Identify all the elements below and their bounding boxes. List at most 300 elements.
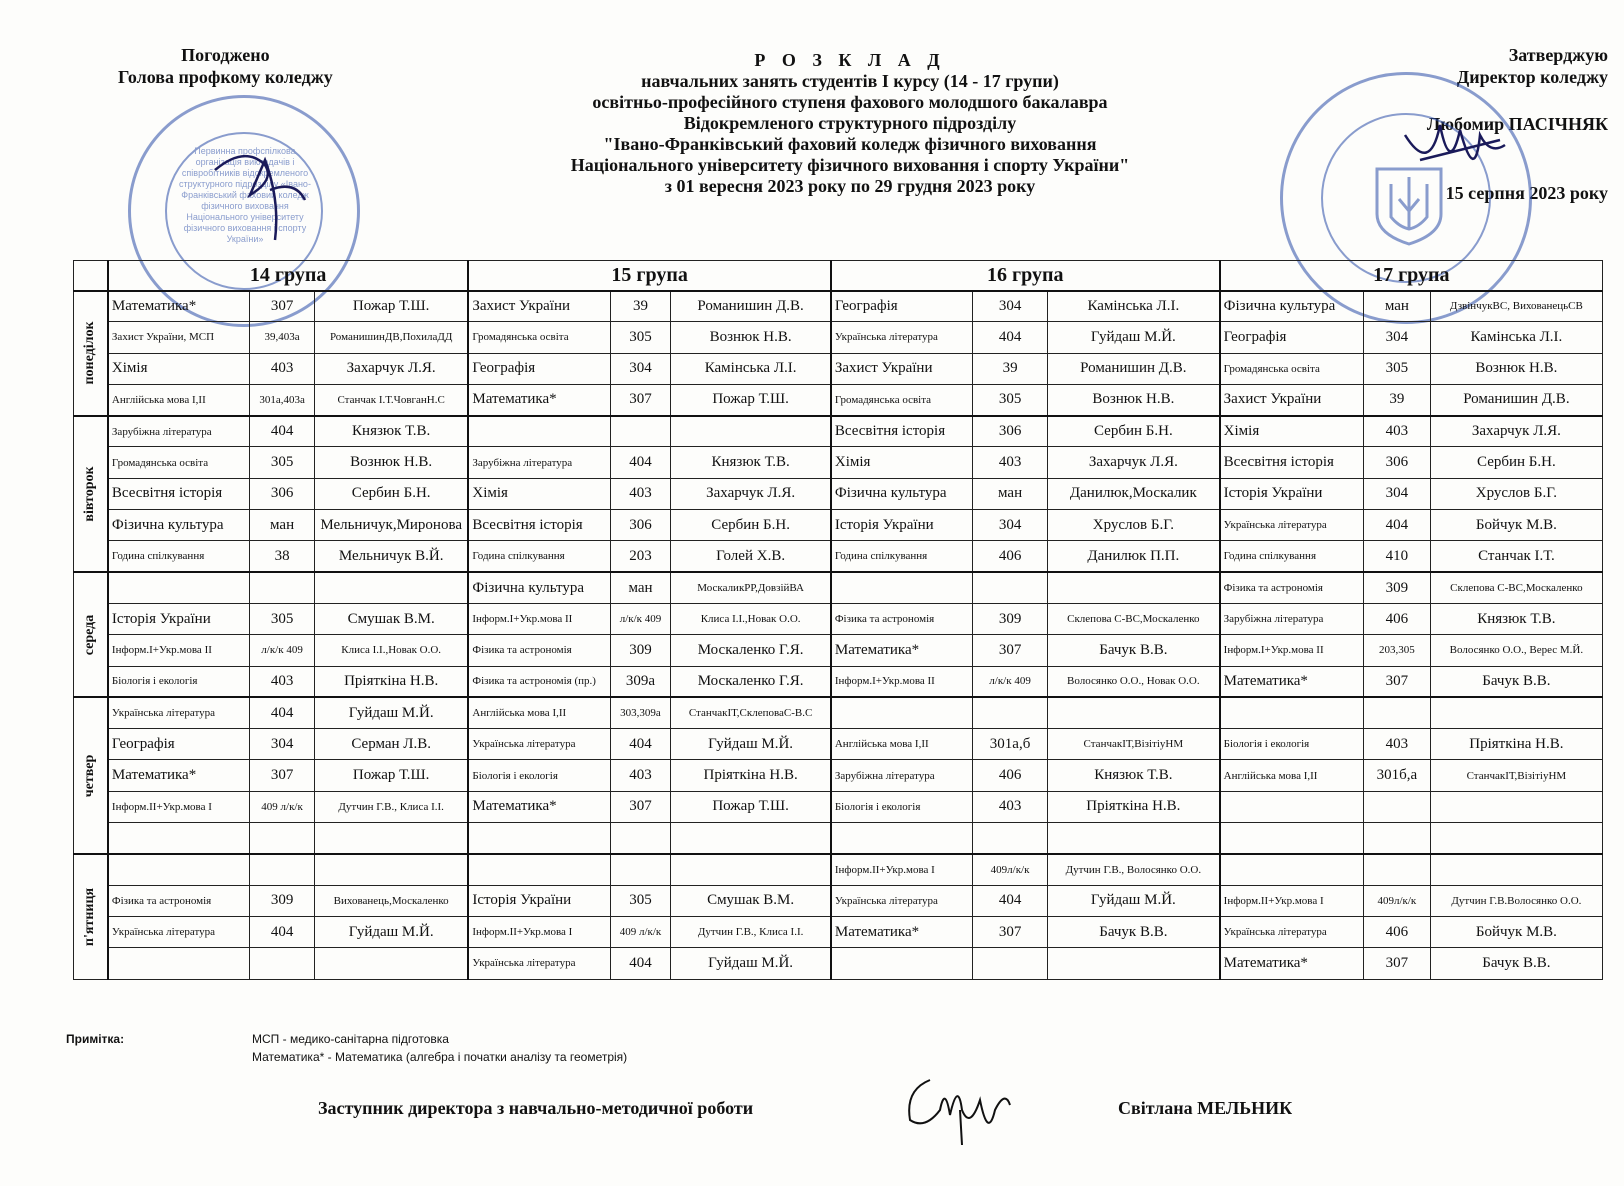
room-cell bbox=[610, 416, 671, 447]
teacher-cell: Клиса І.І.,Новак О.О. bbox=[671, 603, 831, 634]
subtitle-line-1: навчальних занять студентів І курсу (14 - 17 групи) bbox=[641, 71, 1059, 91]
teacher-cell bbox=[314, 948, 468, 979]
teacher-cell: Гуйдаш М.Й. bbox=[671, 729, 831, 760]
group-header: 17 група bbox=[1220, 261, 1603, 291]
teacher-cell: Романишин Д.В. bbox=[1430, 384, 1602, 415]
deputy-position: Заступник директора з навчально-методичної роботи bbox=[318, 1098, 754, 1118]
room-cell: 304 bbox=[250, 729, 315, 760]
schedule-row bbox=[74, 384, 1603, 415]
room-cell: 406 bbox=[1363, 603, 1430, 634]
teacher-cell bbox=[671, 854, 831, 885]
note-line: Математика* - Математика (алгебра і початки аналізу та геометрія) bbox=[252, 1050, 628, 1064]
teacher-cell: Вознюк Н.В. bbox=[314, 447, 468, 478]
subtitle-line-2: освітньо-професійного ступеня фахового молодшого бакалавра bbox=[592, 92, 1108, 112]
subject-cell: Фізична культура bbox=[1220, 291, 1364, 322]
teacher-cell: Станчак І.Т.ЧовганН.С bbox=[314, 384, 468, 415]
approved-label: Погоджено bbox=[181, 45, 270, 65]
schedule-row bbox=[74, 572, 1603, 603]
teacher-cell: Бойчук М.В. bbox=[1430, 916, 1602, 947]
teacher-cell bbox=[1048, 823, 1220, 854]
teacher-cell bbox=[671, 416, 831, 447]
room-cell: 305 bbox=[973, 384, 1048, 415]
schedule-row bbox=[74, 948, 1603, 979]
subject-cell: Математика* bbox=[108, 760, 250, 791]
teacher-cell: Волосянко О.О., Верес М.Й. bbox=[1430, 635, 1602, 666]
subject-cell: Хімія bbox=[468, 478, 610, 509]
subject-cell bbox=[1220, 697, 1364, 728]
room-cell: 406 bbox=[973, 760, 1048, 791]
subject-cell: Фізика та астрономія bbox=[1220, 572, 1364, 603]
room-cell: 309 bbox=[1363, 572, 1430, 603]
subject-cell: Англійська мова І,ІІ bbox=[1220, 760, 1364, 791]
approve-label: Затверджую bbox=[1508, 45, 1608, 65]
subject-cell: Біологія і екологія bbox=[831, 791, 973, 822]
room-cell: 306 bbox=[250, 478, 315, 509]
room-cell: 403 bbox=[973, 791, 1048, 822]
room-cell: 305 bbox=[610, 885, 671, 916]
subject-cell: Математика* bbox=[831, 635, 973, 666]
room-cell bbox=[973, 697, 1048, 728]
room-cell: ман bbox=[250, 510, 315, 541]
schedule-row bbox=[74, 603, 1603, 634]
subject-cell: Фізика та астрономія (пр.) bbox=[468, 666, 610, 697]
approval-date: 15 серпня 2023 року bbox=[1445, 183, 1608, 203]
teacher-cell: Волосянко О.О., Новак О.О. bbox=[1048, 666, 1220, 697]
subject-cell: Громадянська освіта bbox=[1220, 353, 1364, 384]
teacher-cell: Данилюк П.П. bbox=[1048, 541, 1220, 572]
teacher-cell: Гуйдаш М.Й. bbox=[314, 697, 468, 728]
room-cell: 39,403а bbox=[250, 322, 315, 353]
room-cell: 404 bbox=[250, 916, 315, 947]
room-cell: 403 bbox=[610, 478, 671, 509]
subject-cell bbox=[1220, 823, 1364, 854]
subject-cell: Хімія bbox=[108, 353, 250, 384]
teacher-cell bbox=[314, 854, 468, 885]
subject-cell: Українська література bbox=[1220, 916, 1364, 947]
teacher-cell: Захарчук Л.Я. bbox=[314, 353, 468, 384]
room-cell bbox=[1363, 823, 1430, 854]
teacher-cell: Дутчин Г.В., Клиса І.І. bbox=[671, 916, 831, 947]
subject-cell: Хімія bbox=[831, 447, 973, 478]
teacher-cell: Бачук В.В. bbox=[1048, 916, 1220, 947]
room-cell bbox=[973, 572, 1048, 603]
teacher-cell bbox=[671, 823, 831, 854]
teacher-cell: Клиса І.І.,Новак О.О. bbox=[314, 635, 468, 666]
teacher-cell: Смушак В.М. bbox=[314, 603, 468, 634]
teacher-cell: Романишин Д.В. bbox=[1048, 353, 1220, 384]
room-cell: 307 bbox=[610, 791, 671, 822]
note-label: Примітка: bbox=[66, 1032, 125, 1046]
teacher-cell: Сербин Б.Н. bbox=[671, 510, 831, 541]
room-cell: ман bbox=[973, 478, 1048, 509]
document-title-block bbox=[400, 50, 1300, 197]
subject-cell: Українська література bbox=[108, 916, 250, 947]
subject-cell: Фізична культура bbox=[831, 478, 973, 509]
approver-title: Голова профкому коледжу bbox=[118, 67, 333, 87]
teacher-cell: Хруслов Б.Г. bbox=[1048, 510, 1220, 541]
room-cell: 404 bbox=[250, 416, 315, 447]
teacher-cell bbox=[1430, 854, 1602, 885]
teacher-cell: Голей Х.В. bbox=[671, 541, 831, 572]
room-cell: 305 bbox=[250, 603, 315, 634]
room-cell bbox=[1363, 854, 1430, 885]
document-title: Р О З К Л А Д bbox=[754, 50, 946, 70]
teacher-cell: Сербин Б.Н. bbox=[314, 478, 468, 509]
teacher-cell: Вознюк Н.В. bbox=[1048, 384, 1220, 415]
teacher-cell: Гуйдаш М.Й. bbox=[314, 916, 468, 947]
subject-cell: Хімія bbox=[1220, 416, 1364, 447]
subject-cell: Фізична культура bbox=[468, 572, 610, 603]
room-cell: 409 л/к/к bbox=[610, 916, 671, 947]
subject-cell bbox=[831, 823, 973, 854]
subject-cell bbox=[108, 948, 250, 979]
subtitle-line-4: "Івано-Франківський фаховий коледж фізичного виховання bbox=[603, 134, 1097, 154]
teacher-cell: Дутчин Г.В.Волосянко О.О. bbox=[1430, 885, 1602, 916]
teacher-cell: Захарчук Л.Я. bbox=[1430, 416, 1602, 447]
teacher-cell: Хруслов Б.Г. bbox=[1430, 478, 1602, 509]
schedule-row bbox=[74, 478, 1603, 509]
teacher-cell bbox=[1048, 572, 1220, 603]
teacher-cell: Гуйдаш М.Й. bbox=[671, 948, 831, 979]
subject-cell: Інформ.І+Укр.мова ІІ bbox=[108, 635, 250, 666]
group-header: 16 група bbox=[831, 261, 1220, 291]
subject-cell: Зарубіжна література bbox=[831, 760, 973, 791]
room-cell bbox=[973, 948, 1048, 979]
teacher-cell: Пожар Т.Ш. bbox=[314, 291, 468, 322]
room-cell: 38 bbox=[250, 541, 315, 572]
room-cell: 307 bbox=[250, 291, 315, 322]
schedule-table bbox=[73, 260, 1603, 980]
subject-cell: Година спілкування bbox=[831, 541, 973, 572]
room-cell: 306 bbox=[973, 416, 1048, 447]
teacher-cell: Захарчук Л.Я. bbox=[1048, 447, 1220, 478]
subject-cell: Інформ.І+Укр.мова ІІ bbox=[468, 603, 610, 634]
teacher-cell: МоскаликРР,ДовзійВА bbox=[671, 572, 831, 603]
room-cell: 307 bbox=[973, 916, 1048, 947]
director-title: Директор коледжу bbox=[1456, 67, 1608, 87]
subject-cell: Громадянська освіта bbox=[831, 384, 973, 415]
subject-cell: Інформ.ІІ+Укр.мова І bbox=[108, 791, 250, 822]
day-label bbox=[74, 697, 108, 853]
room-cell bbox=[610, 854, 671, 885]
room-cell: 403 bbox=[1363, 416, 1430, 447]
room-cell: 307 bbox=[1363, 666, 1430, 697]
room-cell: 307 bbox=[1363, 948, 1430, 979]
subject-cell: Громадянська освіта bbox=[468, 322, 610, 353]
teacher-cell: Склепова С-ВС,Москаленко bbox=[1430, 572, 1602, 603]
date-range: з 01 вересня 2023 року по 29 грудня 2023 року bbox=[664, 176, 1036, 196]
subject-cell: Українська література bbox=[108, 697, 250, 728]
room-cell: 403 bbox=[250, 666, 315, 697]
schedule-row bbox=[74, 353, 1603, 384]
day-name: четвер bbox=[82, 754, 98, 797]
teacher-cell: Дутчин Г.В., Клиса І.І. bbox=[314, 791, 468, 822]
subject-cell: Історія України bbox=[831, 510, 973, 541]
room-cell: 403 bbox=[250, 353, 315, 384]
room-cell: 409л/к/к bbox=[973, 854, 1048, 885]
room-cell: л/к/к 409 bbox=[973, 666, 1048, 697]
day-label bbox=[74, 291, 108, 416]
room-cell: 39 bbox=[973, 353, 1048, 384]
schedule-row bbox=[74, 510, 1603, 541]
approval-left bbox=[118, 44, 333, 88]
room-cell: 409л/к/к bbox=[1363, 885, 1430, 916]
room-cell: 309 bbox=[973, 603, 1048, 634]
schedule-row bbox=[74, 635, 1603, 666]
subject-cell: Фізика та астрономія bbox=[831, 603, 973, 634]
teacher-cell: РоманишинДВ,ПохилаДД bbox=[314, 322, 468, 353]
teacher-cell: Москаленко Г.Я. bbox=[671, 635, 831, 666]
schedule-row bbox=[74, 854, 1603, 885]
room-cell: 404 bbox=[610, 447, 671, 478]
subtitle-line-5: Національного університету фізичного виховання і спорту України" bbox=[570, 155, 1130, 175]
teacher-cell: Князюк Т.В. bbox=[1430, 603, 1602, 634]
room-cell: 309а bbox=[610, 666, 671, 697]
subject-cell: Година спілкування bbox=[1220, 541, 1364, 572]
teacher-cell: Бачук В.В. bbox=[1430, 666, 1602, 697]
subject-cell bbox=[468, 823, 610, 854]
subject-cell: Географія bbox=[1220, 322, 1364, 353]
teacher-cell: СтанчакІТ,ВізітіуНМ bbox=[1430, 760, 1602, 791]
stamp-text: Первинна профспілкова організація викладачів і співробітників відокремленого структурного підрозділу «Івано-Франківський фаховий коледж фізичного виховання Національного університету фізичного виховання і спорту України» bbox=[179, 146, 311, 244]
teacher-cell: Сербин Б.Н. bbox=[1430, 447, 1602, 478]
schedule-row bbox=[74, 447, 1603, 478]
room-cell bbox=[1363, 791, 1430, 822]
room-cell: 303,309а bbox=[610, 697, 671, 728]
teacher-cell: СтанчакІТ,ВізітіуНМ bbox=[1048, 729, 1220, 760]
room-cell bbox=[1363, 697, 1430, 728]
schedule-row bbox=[74, 916, 1603, 947]
subject-cell bbox=[108, 572, 250, 603]
corner-cell bbox=[74, 261, 108, 291]
teacher-cell bbox=[1048, 697, 1220, 728]
subject-cell bbox=[831, 572, 973, 603]
room-cell: 309 bbox=[610, 635, 671, 666]
day-label bbox=[74, 416, 108, 572]
room-cell: 307 bbox=[250, 760, 315, 791]
signature-left bbox=[205, 140, 315, 250]
subject-cell: Захист України bbox=[1220, 384, 1364, 415]
subject-cell: Англійська мова І,ІІ bbox=[831, 729, 973, 760]
subject-cell: Фізика та астрономія bbox=[108, 885, 250, 916]
subject-cell: Інформ.І+Укр.мова ІІ bbox=[1220, 635, 1364, 666]
teacher-cell: Пожар Т.Ш. bbox=[671, 384, 831, 415]
room-cell: 406 bbox=[973, 541, 1048, 572]
room-cell: 403 bbox=[1363, 729, 1430, 760]
teacher-cell: Склепова С-ВС,Москаленко bbox=[1048, 603, 1220, 634]
subject-cell: Англійська мова І,ІІ bbox=[468, 697, 610, 728]
room-cell: 305 bbox=[250, 447, 315, 478]
room-cell bbox=[250, 948, 315, 979]
room-cell: 404 bbox=[973, 322, 1048, 353]
subject-cell: Інформ.І+Укр.мова ІІ bbox=[831, 666, 973, 697]
room-cell: 301б,а bbox=[1363, 760, 1430, 791]
subject-cell: Українська література bbox=[468, 729, 610, 760]
subject-cell bbox=[108, 823, 250, 854]
subject-cell: Всесвітня історія bbox=[1220, 447, 1364, 478]
room-cell: 306 bbox=[610, 510, 671, 541]
room-cell bbox=[250, 572, 315, 603]
deputy-name: Світлана МЕЛЬНИК bbox=[1118, 1098, 1293, 1118]
room-cell: 406 bbox=[1363, 916, 1430, 947]
subject-cell: Географія bbox=[831, 291, 973, 322]
subject-cell: Історія України bbox=[468, 885, 610, 916]
teacher-cell: Данилюк,Москалик bbox=[1048, 478, 1220, 509]
room-cell: 304 bbox=[1363, 478, 1430, 509]
room-cell: 203,305 bbox=[1363, 635, 1430, 666]
teacher-cell: Гуйдаш М.Й. bbox=[1048, 322, 1220, 353]
subject-cell: Громадянська освіта bbox=[108, 447, 250, 478]
subject-cell: Англійська мова І,ІІ bbox=[108, 384, 250, 415]
room-cell: л/к/к 409 bbox=[250, 635, 315, 666]
teacher-cell: Захарчук Л.Я. bbox=[671, 478, 831, 509]
teacher-cell: Гуйдаш М.Й. bbox=[1048, 885, 1220, 916]
teacher-cell: Бойчук М.В. bbox=[1430, 510, 1602, 541]
teacher-cell: Князюк Т.В. bbox=[1048, 760, 1220, 791]
subject-cell: Інформ.ІІ+Укр.мова І bbox=[831, 854, 973, 885]
room-cell: 404 bbox=[610, 729, 671, 760]
subject-cell: Математика* bbox=[108, 291, 250, 322]
teacher-cell: Мельничук,Миронова bbox=[314, 510, 468, 541]
subject-cell: Географія bbox=[108, 729, 250, 760]
subject-cell: Історія України bbox=[1220, 478, 1364, 509]
room-cell: 404 bbox=[1363, 510, 1430, 541]
room-cell: 307 bbox=[973, 635, 1048, 666]
teacher-cell bbox=[1430, 697, 1602, 728]
room-cell: 39 bbox=[610, 291, 671, 322]
subject-cell bbox=[108, 854, 250, 885]
teacher-cell: Смушак В.М. bbox=[671, 885, 831, 916]
teacher-cell: Вознюк Н.В. bbox=[1430, 353, 1602, 384]
subject-cell: Захист України, МСП bbox=[108, 322, 250, 353]
teacher-cell: Москаленко Г.Я. bbox=[671, 666, 831, 697]
subject-cell: Зарубіжна література bbox=[1220, 603, 1364, 634]
director-name: Любомир ПАСІЧНЯК bbox=[1426, 114, 1608, 134]
room-cell bbox=[973, 823, 1048, 854]
subject-cell: Всесвітня історія bbox=[831, 416, 973, 447]
schedule-row bbox=[74, 697, 1603, 728]
teacher-cell: Вихованець,Москаленко bbox=[314, 885, 468, 916]
subject-cell bbox=[1220, 854, 1364, 885]
room-cell: л/к/к 409 bbox=[610, 603, 671, 634]
teacher-cell: Князюк Т.В. bbox=[314, 416, 468, 447]
schedule-row bbox=[74, 791, 1603, 822]
teacher-cell bbox=[314, 823, 468, 854]
subject-cell: Українська література bbox=[468, 948, 610, 979]
room-cell: 307 bbox=[610, 384, 671, 415]
room-cell bbox=[610, 823, 671, 854]
schedule-row bbox=[74, 760, 1603, 791]
teacher-cell: Пріяткіна Н.В. bbox=[314, 666, 468, 697]
day-name: понеділок bbox=[82, 321, 98, 385]
note-line: МСП - медико-санітарна підготовка bbox=[252, 1032, 449, 1046]
room-cell: 404 bbox=[610, 948, 671, 979]
room-cell: 203 bbox=[610, 541, 671, 572]
subject-cell: Українська література bbox=[1220, 510, 1364, 541]
subject-cell bbox=[468, 854, 610, 885]
subject-cell: Математика* bbox=[1220, 666, 1364, 697]
room-cell: 403 bbox=[973, 447, 1048, 478]
subject-cell bbox=[831, 948, 973, 979]
room-cell: 305 bbox=[610, 322, 671, 353]
room-cell: 404 bbox=[973, 885, 1048, 916]
teacher-cell: СтанчакІТ,СклеповаС-В.С bbox=[671, 697, 831, 728]
subject-cell: Біологія і екологія bbox=[468, 760, 610, 791]
room-cell: 403 bbox=[610, 760, 671, 791]
room-cell: 306 bbox=[1363, 447, 1430, 478]
subject-cell: Фізична культура bbox=[108, 510, 250, 541]
subject-cell: Географія bbox=[468, 353, 610, 384]
room-cell: 309 bbox=[250, 885, 315, 916]
teacher-cell: Пожар Т.Ш. bbox=[671, 791, 831, 822]
subject-cell: Година спілкування bbox=[108, 541, 250, 572]
subject-cell bbox=[1220, 791, 1364, 822]
teacher-cell: Камінська Л.І. bbox=[671, 353, 831, 384]
schedule-row bbox=[74, 291, 1603, 322]
teacher-cell: Пріяткіна Н.В. bbox=[671, 760, 831, 791]
room-cell: 301а,403а bbox=[250, 384, 315, 415]
subject-cell: Фізика та астрономія bbox=[468, 635, 610, 666]
subject-cell: Математика* bbox=[468, 384, 610, 415]
teacher-cell bbox=[314, 572, 468, 603]
subtitle-line-3: Відокремленого структурного підрозділу bbox=[683, 113, 1017, 133]
teacher-cell: Пріяткіна Н.В. bbox=[1430, 729, 1602, 760]
room-cell: 301а,б bbox=[973, 729, 1048, 760]
subject-cell: Захист України bbox=[468, 291, 610, 322]
day-name: середа bbox=[82, 614, 98, 656]
teacher-cell bbox=[1430, 791, 1602, 822]
teacher-cell: Вознюк Н.В. bbox=[671, 322, 831, 353]
teacher-cell: Сербин Б.Н. bbox=[1048, 416, 1220, 447]
teacher-cell: Романишин Д.В. bbox=[671, 291, 831, 322]
subject-cell: Зарубіжна література bbox=[468, 447, 610, 478]
group-header: 15 група bbox=[468, 261, 830, 291]
subject-cell: Біологія і екологія bbox=[108, 666, 250, 697]
subject-cell: Математика* bbox=[831, 916, 973, 947]
room-cell: 304 bbox=[610, 353, 671, 384]
room-cell: ман bbox=[610, 572, 671, 603]
group-header: 14 група bbox=[108, 261, 468, 291]
schedule-row bbox=[74, 823, 1603, 854]
room-cell: 304 bbox=[973, 510, 1048, 541]
room-cell bbox=[250, 823, 315, 854]
subject-cell: Година спілкування bbox=[468, 541, 610, 572]
schedule-row bbox=[74, 666, 1603, 697]
schedule-row bbox=[74, 416, 1603, 447]
teacher-cell: Пріяткіна Н.В. bbox=[1048, 791, 1220, 822]
day-name: п'ятниця bbox=[82, 887, 98, 946]
schedule-row bbox=[74, 885, 1603, 916]
room-cell: 305 bbox=[1363, 353, 1430, 384]
teacher-cell: Камінська Л.І. bbox=[1048, 291, 1220, 322]
subject-cell: Українська література bbox=[831, 322, 973, 353]
subject-cell: Математика* bbox=[468, 791, 610, 822]
day-label bbox=[74, 572, 108, 697]
room-cell: 410 bbox=[1363, 541, 1430, 572]
signature-right bbox=[1400, 115, 1510, 195]
subject-cell: Українська література bbox=[831, 885, 973, 916]
teacher-cell: Бачук В.В. bbox=[1048, 635, 1220, 666]
room-cell: 404 bbox=[250, 697, 315, 728]
room-cell: 304 bbox=[1363, 322, 1430, 353]
subject-cell: Біологія і екологія bbox=[1220, 729, 1364, 760]
teacher-cell: Мельничук В.Й. bbox=[314, 541, 468, 572]
subject-cell bbox=[831, 697, 973, 728]
subject-cell: Зарубіжна література bbox=[108, 416, 250, 447]
teacher-cell: Бачук В.В. bbox=[1430, 948, 1602, 979]
schedule-row bbox=[74, 729, 1603, 760]
subject-cell: Інформ.ІІ+Укр.мова І bbox=[1220, 885, 1364, 916]
